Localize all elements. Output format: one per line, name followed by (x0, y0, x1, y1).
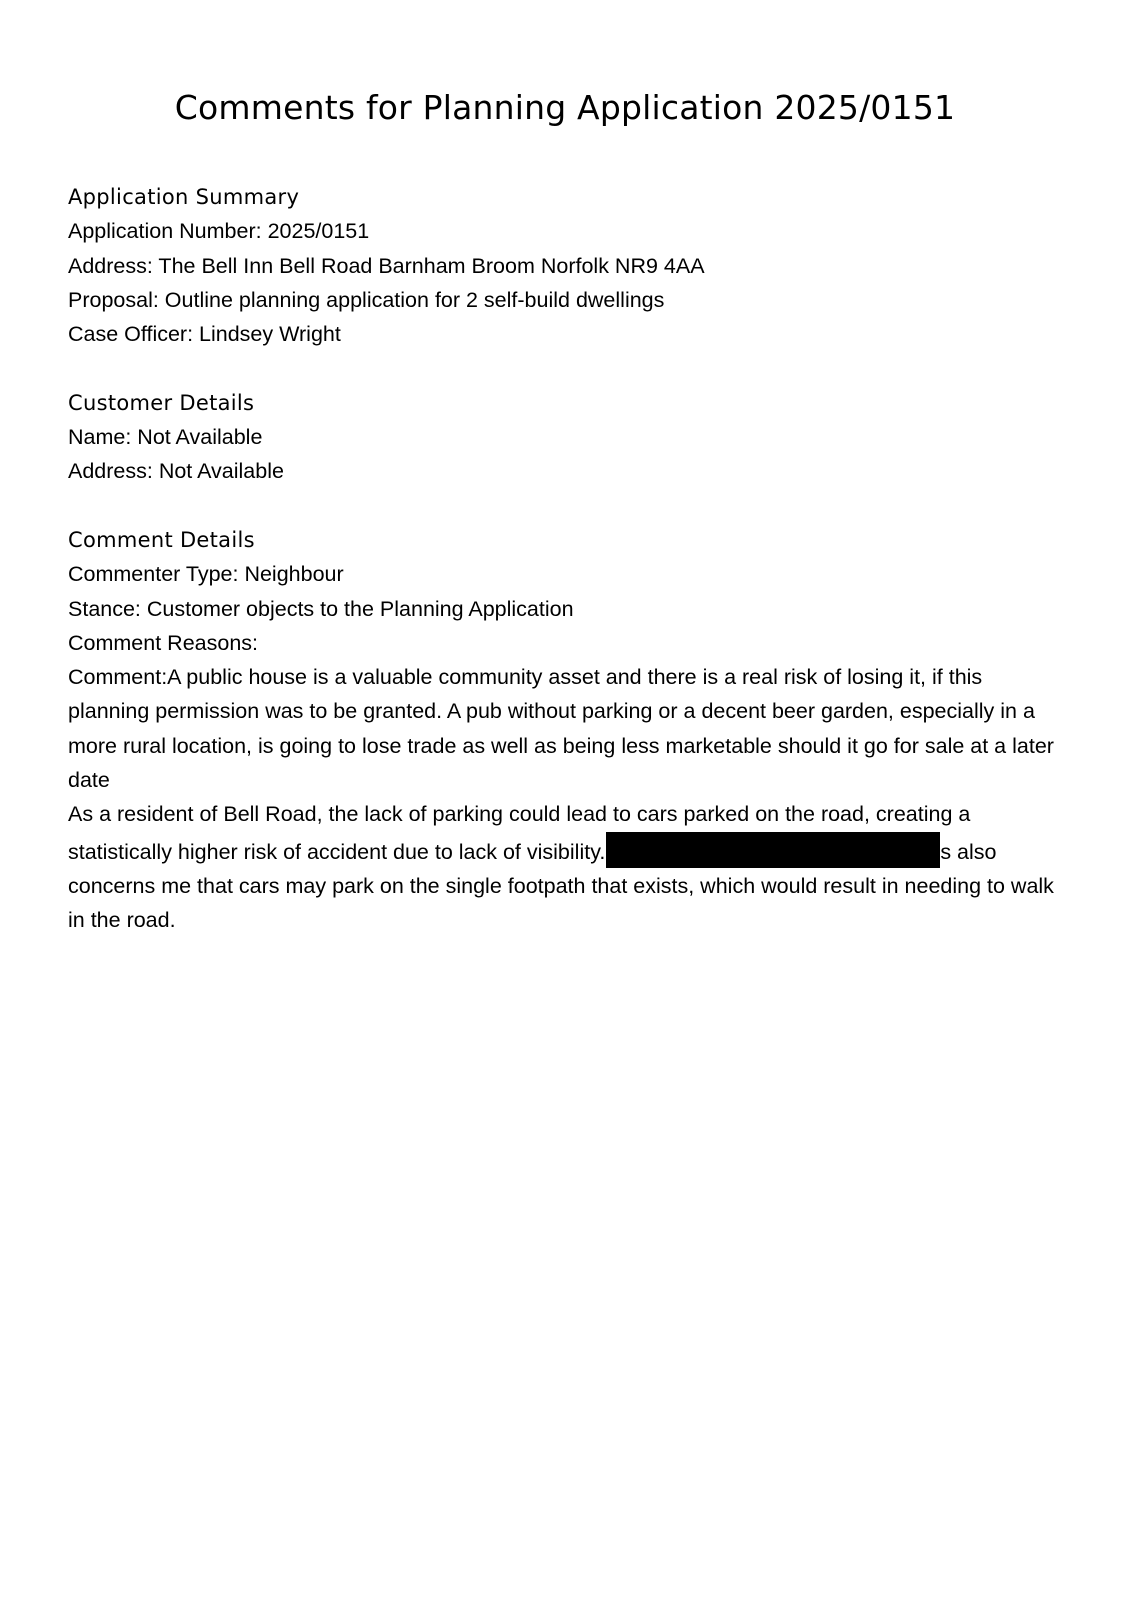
comment-paragraph-2 (68, 797, 1068, 937)
application-summary-section (68, 180, 1068, 351)
customer-details-section (68, 386, 1068, 489)
customer-address: Address: Not Available (68, 459, 284, 484)
commenter-type: Commenter Type: Neighbour (68, 562, 344, 587)
comment-reasons: Comment Reasons: (68, 630, 258, 655)
customer-name: Name: Not Available (68, 425, 263, 450)
customer-details-heading: Customer Details (68, 390, 255, 415)
application-proposal: Proposal: Outline planning application for 2 self-build dwellings (68, 287, 665, 312)
redaction-block (606, 832, 940, 868)
application-number: Application Number: 2025/0151 (68, 219, 370, 244)
case-officer: Case Officer: Lindsey Wright (68, 322, 341, 347)
comment-paragraph-2-end: s also concerns me that cars may park on the single footpath that exists, which would result in needing to walk in the road. (68, 839, 1054, 933)
comment-stance: Stance: Customer objects to the Planning Application (68, 596, 574, 621)
document-body (68, 180, 1068, 972)
comment-details-heading: Comment Details (68, 527, 255, 552)
application-address: Address: The Bell Inn Bell Road Barnham Broom Norfolk NR9 4AA (68, 253, 705, 278)
comment-paragraph-2-start: As a resident of Bell Road, the lack of parking could lead to cars parked on the road, creating a statistically higher risk of accident due to lack of visibility. (68, 802, 971, 864)
page-title: Comments for Planning Application 2025/0151 (174, 88, 956, 127)
comment-paragraph-1: Comment:A public house is a valuable community asset and there is a real risk of losing it, if this planning permission was to be granted. A pub without parking or a decent beer garden, especially in a more rural location, is going to lose trade as well as being less marketable should it go for sale at a later date (68, 665, 1054, 793)
application-summary-heading: Application Summary (68, 185, 300, 209)
comment-details-section (68, 523, 1068, 938)
